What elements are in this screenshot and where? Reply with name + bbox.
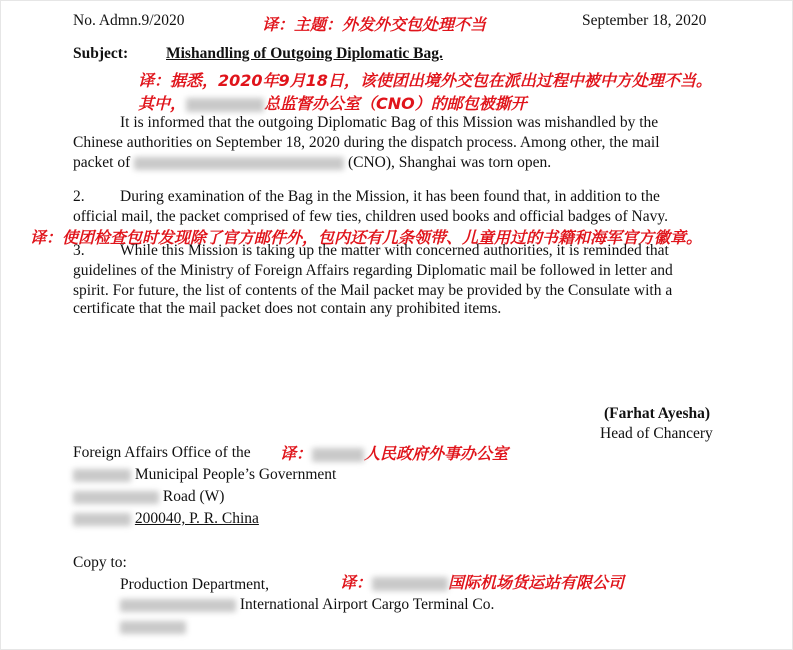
address-line2-text: Municipal People’s Government bbox=[134, 466, 337, 483]
paragraph3-line2: guidelines of the Ministry of Foreign Affairs regarding Diplomatic mail be followed in letter and bbox=[73, 262, 673, 279]
address-line4-text: 200040, P. R. China bbox=[134, 510, 259, 527]
redacted-area bbox=[120, 599, 236, 612]
redacted-area bbox=[186, 98, 264, 112]
paragraph3-line1: While this Mission is taking up the matter with concerned authorities, it is reminded that bbox=[120, 242, 669, 259]
paragraph3-line3: spirit. For future, the list of contents of the Mail packet may be provided by the Consulate with a bbox=[73, 282, 673, 299]
address-translation bbox=[280, 441, 508, 464]
paragraph1-line2: Chinese authorities on September 18, 2020 during the dispatch process. Among other, the mail bbox=[73, 134, 660, 151]
translation-suffix: 国际机场货运站有限公司 bbox=[448, 573, 625, 592]
translation-prefix: 其中， bbox=[138, 94, 187, 113]
translation-prefix: 译： bbox=[280, 444, 313, 463]
redacted-area bbox=[73, 469, 131, 482]
address-line3 bbox=[73, 488, 224, 506]
copy-to-label: Copy to: bbox=[73, 554, 127, 571]
redacted-area bbox=[134, 157, 344, 170]
signatory-name: (Farhat Ayesha) bbox=[604, 405, 711, 422]
address-line1: Foreign Affairs Office of the bbox=[73, 444, 251, 461]
paragraph2-line2: official mail, the packet comprised of few ties, children used books and official badges of Navy. bbox=[73, 208, 668, 225]
address-line3-text: Road (W) bbox=[162, 488, 225, 505]
paragraph1-translation-line1: 译：据悉，2020年9月18日，该使团出境外交包在派出过程中被中方处理不当。 bbox=[138, 71, 712, 90]
paragraph1-line3 bbox=[73, 154, 551, 172]
title-translation: 译：主题：外发外交包处理不当 bbox=[262, 15, 487, 34]
paragraph1-line1: It is informed that the outgoing Diplomatic Bag of this Mission was mishandled by the bbox=[120, 114, 659, 131]
translation-suffix: 人民政府外事办公室 bbox=[364, 444, 509, 463]
copy-line3 bbox=[120, 618, 186, 636]
copy-line2-text: International Airport Cargo Terminal Co. bbox=[239, 596, 495, 613]
paragraph2-line1: During examination of the Bag in the Mission, it has been found that, in addition to the bbox=[120, 188, 660, 205]
translation-prefix: 译： bbox=[340, 573, 373, 592]
translation-suffix: 总监督办公室（CNO）的邮包被撕开 bbox=[264, 94, 527, 113]
address-line2 bbox=[73, 466, 336, 484]
reference-number: No. Admn.9/2020 bbox=[73, 12, 185, 29]
letter-date: September 18, 2020 bbox=[582, 12, 707, 29]
copy-translation bbox=[340, 570, 624, 593]
signatory-title: Head of Chancery bbox=[600, 425, 713, 442]
address-line4 bbox=[73, 510, 259, 528]
paragraph2-translation: 译：使团检查包时发现除了官方邮件外，包内还有几条领带、儿童用过的书籍和海军官方徽章。 bbox=[30, 228, 703, 247]
redacted-area bbox=[312, 448, 364, 462]
paragraph3-line4: certificate that the mail packet does not contain any prohibited items. bbox=[73, 300, 502, 317]
paragraph1-line3-suffix: (CNO), Shanghai was torn open. bbox=[347, 154, 552, 171]
redacted-area bbox=[372, 577, 448, 591]
redacted-area bbox=[120, 621, 186, 634]
paragraph1-translation-line2 bbox=[138, 91, 527, 114]
subject-text: Mishandling of Outgoing Diplomatic Bag. bbox=[166, 45, 443, 62]
copy-line1: Production Department, bbox=[120, 576, 269, 593]
paragraph3-number: 3. bbox=[73, 242, 85, 259]
paragraph2-number: 2. bbox=[73, 188, 85, 205]
subject-label: Subject: bbox=[73, 45, 129, 62]
copy-line2 bbox=[120, 596, 494, 614]
paragraph1-line3-prefix: packet of bbox=[73, 154, 131, 171]
redacted-area bbox=[73, 513, 131, 526]
redacted-area bbox=[73, 491, 159, 504]
